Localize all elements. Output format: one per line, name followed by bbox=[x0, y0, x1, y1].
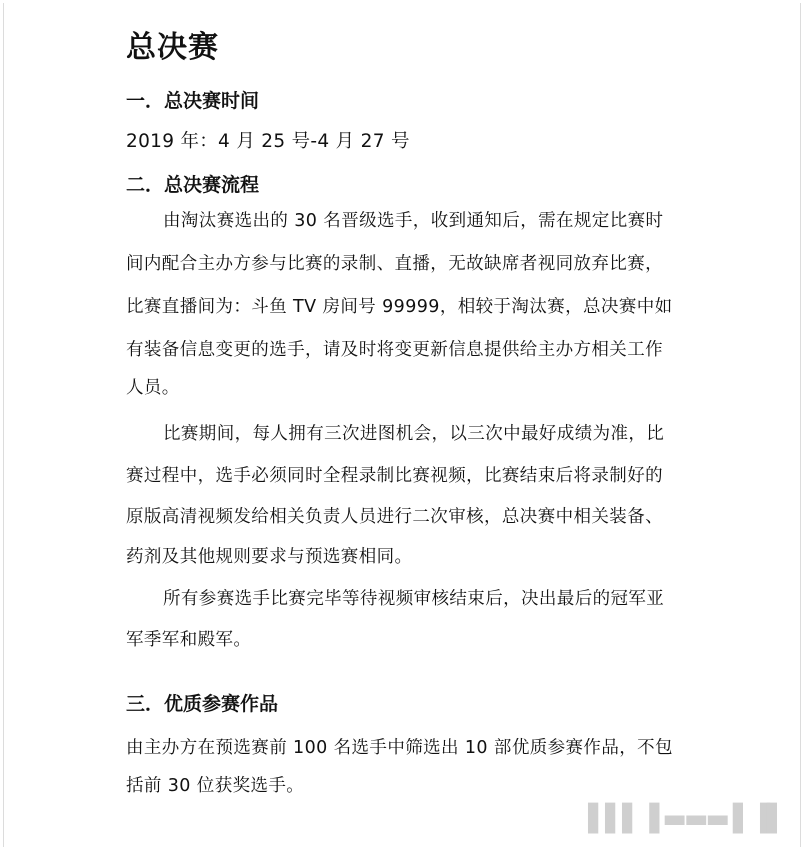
section-1-heading: 一．总决赛时间 bbox=[126, 90, 260, 112]
paragraph-line: 比赛期间，每人拥有三次进图机会，以三次中最好成绩为准，比 bbox=[163, 424, 665, 444]
document-title: 总决赛 bbox=[126, 30, 219, 65]
paragraph-line: 由主办方在预选赛前 100 名选手中筛选出 10 部优质参赛作品，不包 bbox=[126, 738, 673, 758]
paragraph-line: 原版高清视频发给相关负责人员进行二次审核，总决赛中相关装备、 bbox=[126, 507, 663, 527]
paragraph-line: 军季军和殿军。 bbox=[126, 630, 252, 650]
section-3-heading: 三．优质参赛作品 bbox=[126, 693, 279, 715]
paragraph-line: 赛过程中，选手必须同时全程录制比赛视频，比赛结束后将录制好的 bbox=[126, 466, 663, 486]
paragraph-line: 比赛直播间为：斗鱼 TV 房间号 99999，相较于淘汰赛，总决赛中如 bbox=[126, 297, 673, 317]
paragraph-line: 药剂及其他规则要求与预选赛相同。 bbox=[126, 547, 413, 567]
section-2-heading: 二．总决赛流程 bbox=[126, 174, 260, 196]
paragraph-line: 间内配合主办方参与比赛的录制、直播，无故缺席者视同放弃比赛， bbox=[126, 254, 663, 274]
paragraph-line: 有装备信息变更的选手，请及时将变更新信息提供给主办方相关工作 bbox=[126, 340, 663, 360]
watermark-logo: ▌▌▌▐ ▬▬▬ ▌▐▌ bbox=[588, 804, 784, 834]
final-date: 2019 年：4 月 25 号-4 月 27 号 bbox=[126, 131, 410, 152]
paragraph-line: 所有参赛选手比赛完毕等待视频审核结束后，决出最后的冠军亚 bbox=[163, 589, 665, 609]
paragraph-line: 人员。 bbox=[126, 378, 180, 398]
paragraph-line: 由淘汰赛选出的 30 名晋级选手，收到通知后，需在规定比赛时 bbox=[163, 211, 664, 231]
paragraph-line: 括前 30 位获奖选手。 bbox=[126, 776, 305, 796]
